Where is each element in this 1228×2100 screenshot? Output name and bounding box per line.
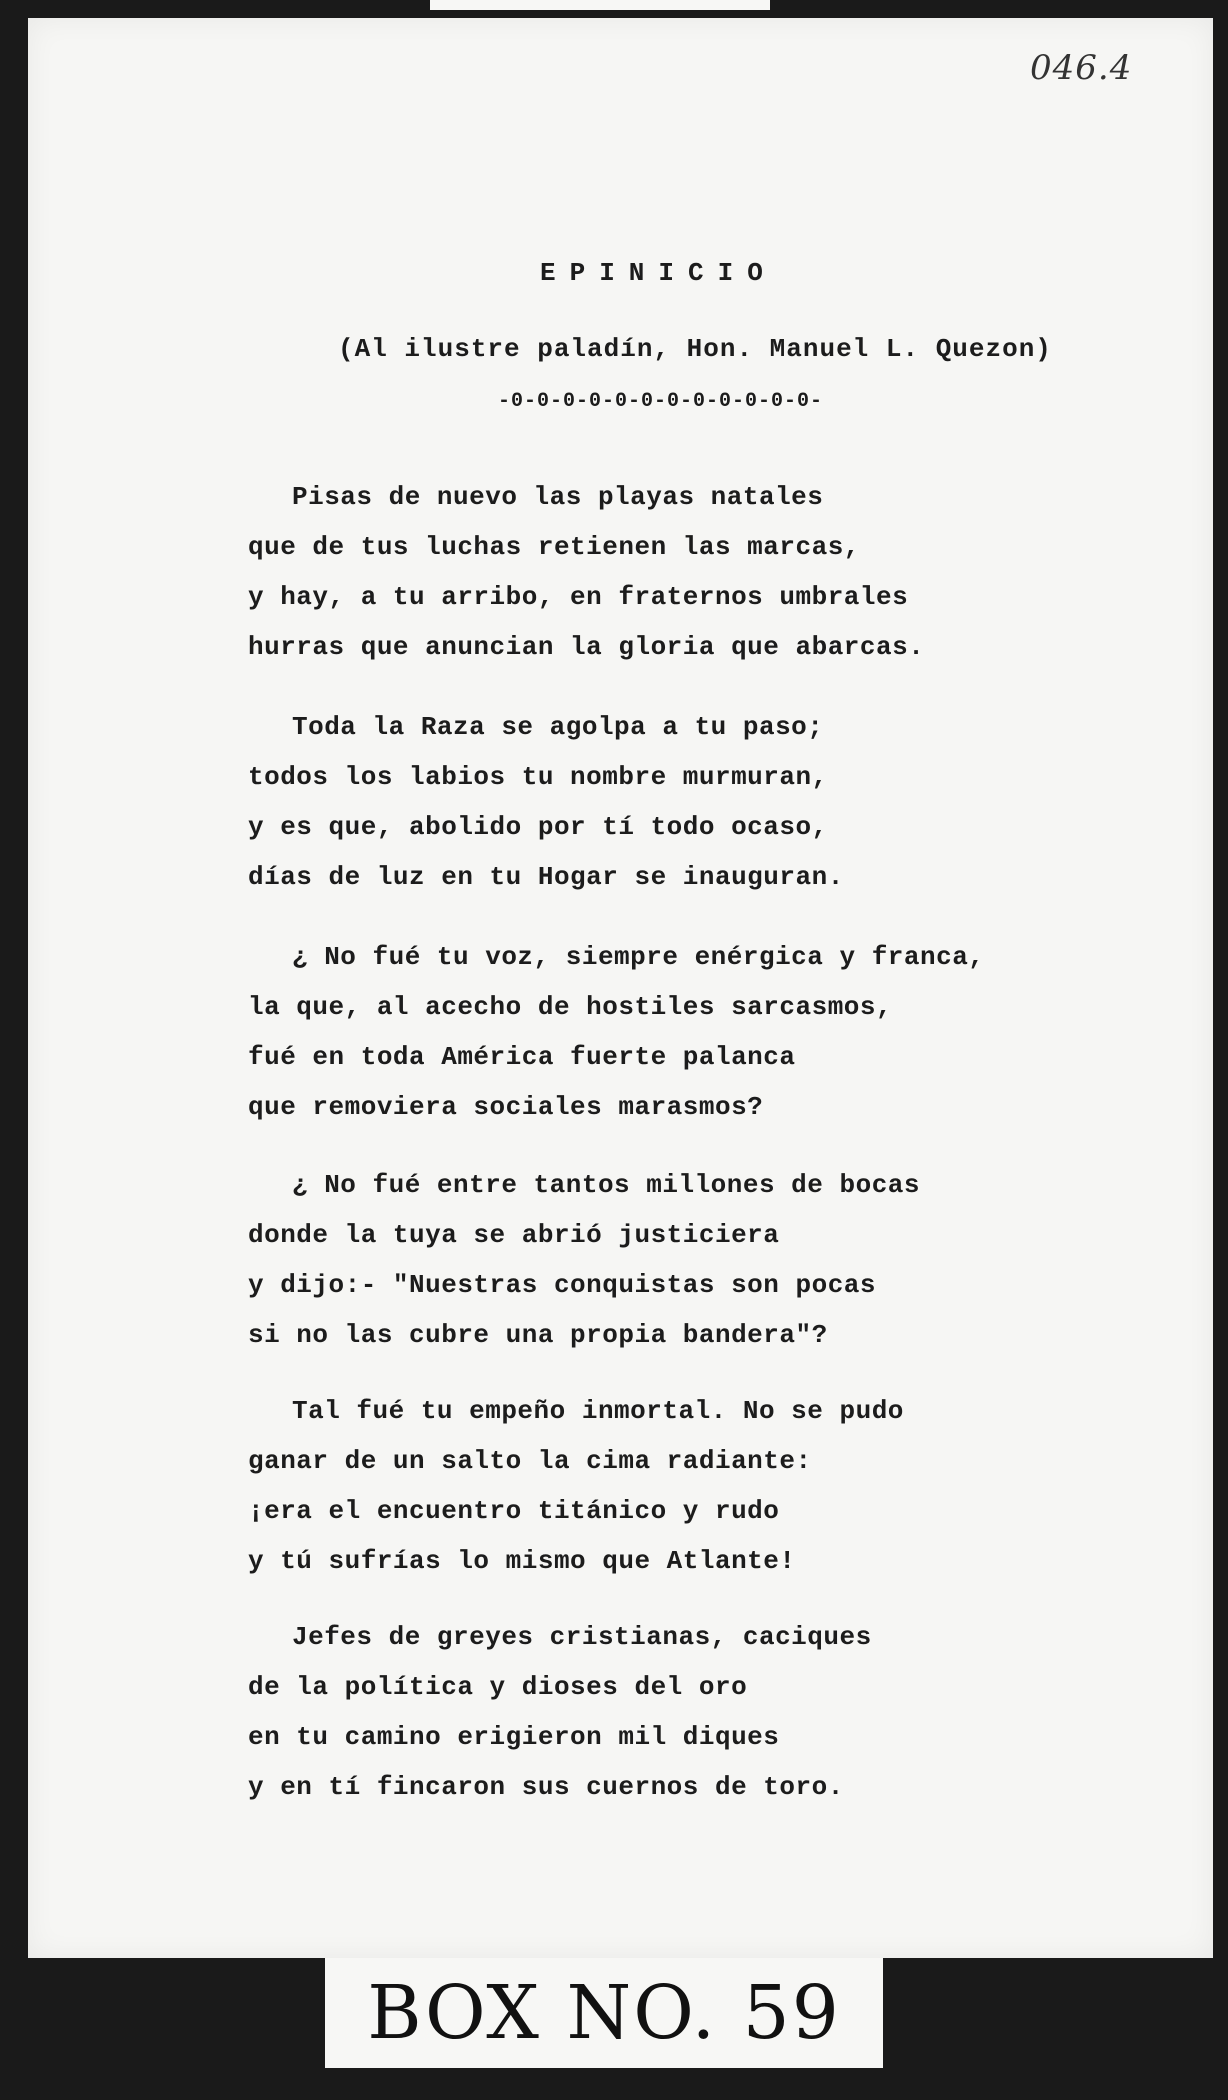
poem-dedication: (Al ilustre paladín, Hon. Manuel L. Quezon) xyxy=(338,334,1052,364)
verse-line: Toda la Raza se agolpa a tu paso; xyxy=(292,712,824,742)
verse-line: y dijo:- "Nuestras conquistas son pocas xyxy=(248,1270,876,1300)
verse-line: ¿ No fué entre tantos millones de bocas xyxy=(292,1170,920,1200)
verse-line: ¿ No fué tu voz, siempre enérgica y franca, xyxy=(292,942,985,972)
stanza-3 xyxy=(248,932,984,1132)
stanza-4 xyxy=(248,1160,920,1360)
verse-line: la que, al acecho de hostiles sarcasmos, xyxy=(248,992,893,1022)
verse-line: en tu camino erigieron mil diques xyxy=(248,1722,780,1752)
verse-line: y tú sufrías lo mismo que Atlante! xyxy=(248,1546,796,1576)
verse-line: y en tí fincaron sus cuernos de toro. xyxy=(248,1772,844,1802)
stanza-6 xyxy=(248,1612,872,1812)
verse-line: donde la tuya se abrió justiciera xyxy=(248,1220,780,1250)
verse-line: si no las cubre una propia bandera"? xyxy=(248,1320,828,1350)
verse-line: todos los labios tu nombre murmuran, xyxy=(248,762,828,792)
poem-title: EPINICIO xyxy=(540,258,777,288)
verse-line: hurras que anuncian la gloria que abarcas. xyxy=(248,632,925,662)
verse-line: Tal fué tu empeño inmortal. No se pudo xyxy=(292,1396,904,1426)
box-label-text: BOX NO. 59 xyxy=(367,1970,841,2056)
verse-line: y es que, abolido por tí todo ocaso, xyxy=(248,812,828,842)
verse-line: que removiera sociales marasmos? xyxy=(248,1092,764,1122)
box-label xyxy=(325,1958,883,2068)
stanza-1 xyxy=(248,472,924,672)
verse-line: de la política y dioses del oro xyxy=(248,1672,748,1702)
verse-line: y hay, a tu arribo, en fraternos umbrales xyxy=(248,582,909,612)
stanza-5 xyxy=(248,1386,904,1586)
top-tab xyxy=(430,0,770,10)
verse-line: ganar de un salto la cima radiante: xyxy=(248,1446,812,1476)
verse-line: ¡era el encuentro titánico y rudo xyxy=(248,1496,780,1526)
verse-line: días de luz en tu Hogar se inauguran. xyxy=(248,862,844,892)
verse-line: Jefes de greyes cristianas, caciques xyxy=(292,1622,872,1652)
verse-line: que de tus luchas retienen las marcas, xyxy=(248,532,860,562)
verse-line: fué en toda América fuerte palanca xyxy=(248,1042,796,1072)
decorative-separator: -0-0-0-0-0-0-0-0-0-0-0-0- xyxy=(498,390,824,413)
verse-line: Pisas de nuevo las playas natales xyxy=(292,482,824,512)
stanza-2 xyxy=(248,702,844,902)
handwritten-corner-note: 046.4 xyxy=(1030,48,1133,88)
